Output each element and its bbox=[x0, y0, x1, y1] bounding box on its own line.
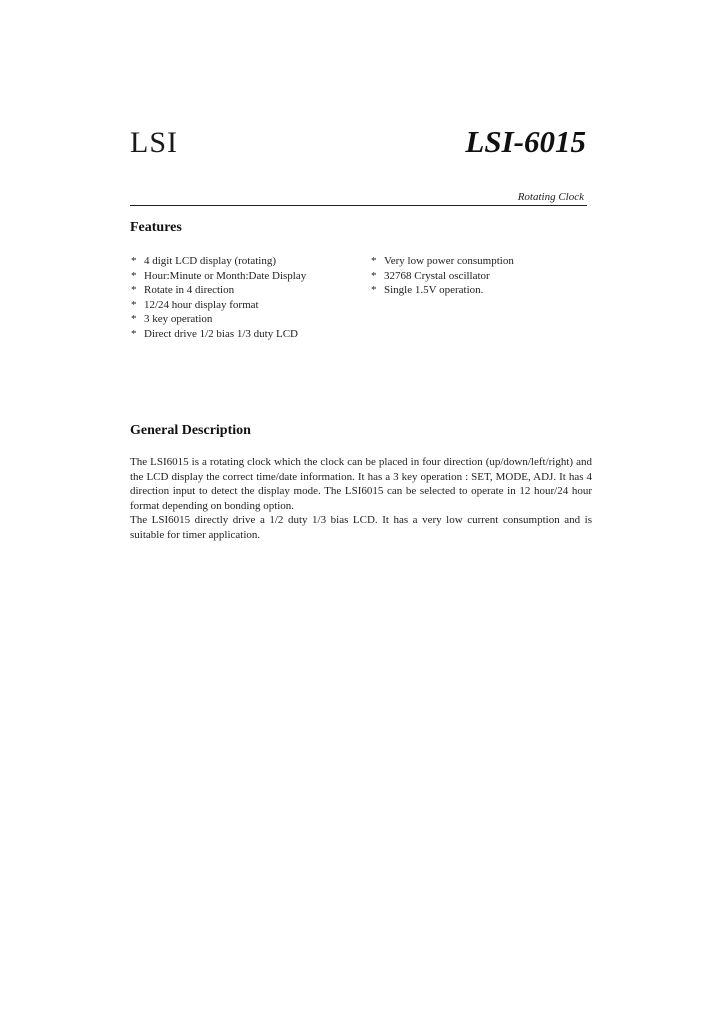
general-description-body bbox=[130, 455, 592, 543]
product-subtitle: Rotating Clock bbox=[517, 191, 584, 203]
header-divider bbox=[130, 205, 587, 206]
part-number-title: LSI-6015 bbox=[465, 124, 586, 159]
feature-item: * Very low power consumption bbox=[371, 255, 514, 267]
bullet-marker: * bbox=[131, 298, 137, 311]
feature-item: * Rotate in 4 direction bbox=[131, 284, 235, 297]
features-list-right bbox=[371, 254, 514, 298]
feature-item: * 3 key operation bbox=[131, 313, 213, 326]
bullet-marker: * bbox=[131, 269, 137, 282]
bullet-marker: * bbox=[371, 269, 377, 282]
feature-item: * 12/24 hour display format bbox=[131, 298, 259, 311]
general-description-heading: General Description bbox=[130, 423, 251, 438]
feature-item: * Hour:Minute or Month:Date Display bbox=[131, 269, 307, 282]
features-heading: Features bbox=[130, 220, 182, 235]
bullet-marker: * bbox=[131, 255, 137, 267]
feature-item: * Direct drive 1/2 bias 1/3 duty LCD bbox=[131, 327, 298, 340]
feature-item: * 4 digit LCD display (rotating) bbox=[131, 255, 276, 267]
bullet-marker: * bbox=[371, 255, 377, 267]
feature-item: * Single 1.5V operation. bbox=[371, 284, 484, 297]
feature-item: * 32768 Crystal oscillator bbox=[371, 269, 490, 282]
bullet-marker: * bbox=[131, 284, 137, 297]
bullet-marker: * bbox=[131, 327, 137, 340]
brand-logo-text: LSI bbox=[130, 126, 178, 159]
bullet-marker: * bbox=[371, 284, 377, 297]
description-paragraph: The LSI6015 is a rotating clock which the clock can be placed in four direction (up/down/left/right) and the LCD display the correct time/date information. It has a 3 key operation : SET, MODE, ADJ. It has 4 direction input to detect the display mode. The LSI6015 can be selected to operate in 12 hour/24 hour format depending on bonding option. bbox=[130, 456, 592, 512]
features-list-left bbox=[131, 254, 306, 342]
bullet-marker: * bbox=[131, 313, 137, 326]
description-paragraph: The LSI6015 directly drive a 1/2 duty 1/3 bias LCD. It has a very low current consumption and is suitable for timer application. bbox=[130, 514, 592, 541]
